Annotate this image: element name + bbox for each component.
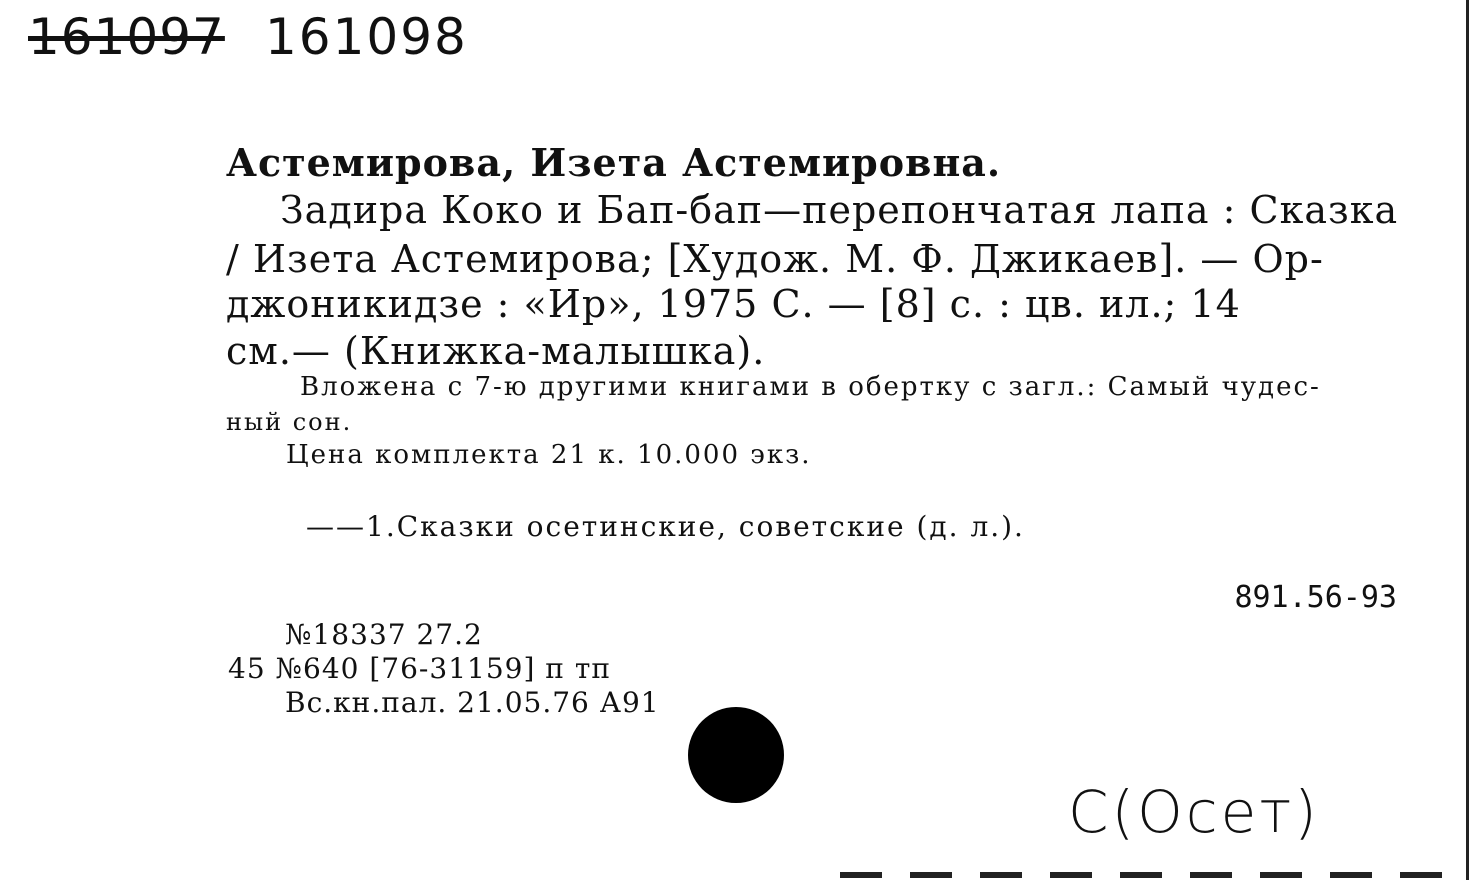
- note-line: ный сон.: [226, 408, 353, 436]
- title-line: Задира Коко и Бап-бап—перепончатая лапа : Сказка: [280, 188, 1399, 232]
- punch-hole: [688, 707, 784, 803]
- imprint-line: Вс.кн.пал. 21.05.76 А91: [285, 686, 660, 719]
- subject-heading: ——1.Сказки осетинские, советские (д. л.).: [306, 510, 1025, 543]
- card-edge: [1466, 0, 1469, 880]
- title-line: / Изета Астемирова; [Худож. М. Ф. Джикаев]. — Ор-: [226, 237, 1324, 281]
- classification-code: 891.56-93: [1234, 580, 1397, 615]
- note-line: Вложена с 7-ю другими книгами в обертку с загл.: Самый чудес-: [300, 372, 1321, 402]
- imprint-line: 45 №640 [76-31159] п тп: [228, 652, 611, 685]
- inventory-number: 161098: [265, 8, 468, 66]
- old-inventory-number: 161097: [28, 8, 225, 66]
- imprint-line: №18337 27.2: [285, 618, 483, 651]
- shelf-mark: С(Осет): [1068, 778, 1320, 846]
- card-bottom-marks: [840, 872, 1470, 878]
- author-heading: Астемирова, Изета Астемировна.: [226, 140, 1002, 185]
- title-line: см.— (Книжка-малышка).: [226, 329, 766, 373]
- title-line: джоникидзе : «Ир», 1975 С. — [8] с. : цв. ил.; 14: [226, 282, 1241, 326]
- price-note: Цена комплекта 21 к. 10.000 экз.: [286, 440, 812, 470]
